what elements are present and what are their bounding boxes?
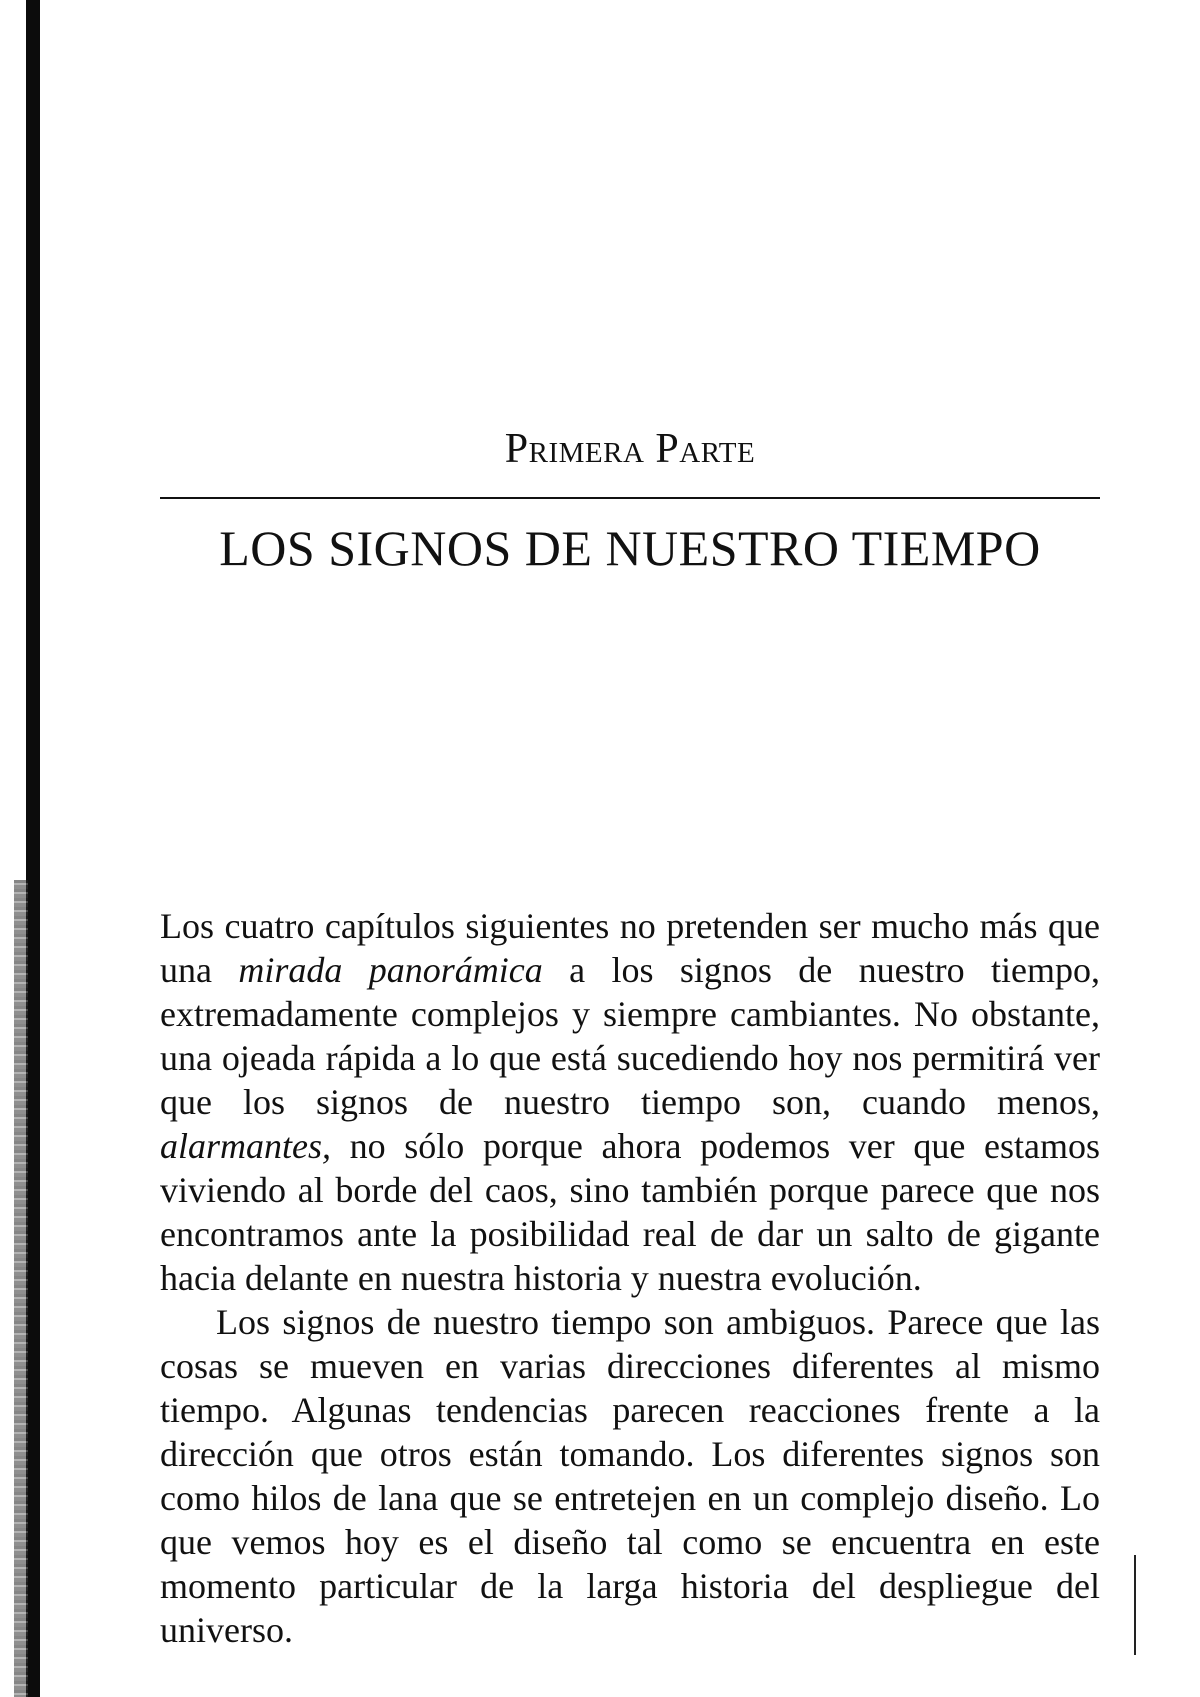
emphasis-text: mirada panorámica — [238, 950, 543, 990]
paragraph-text: Los signos de nuestro tiempo son ambiguos. Parece que las cosas se mueven en varias direcciones diferentes al mismo tiempo. Algunas tendencias parecen reacciones frente a la dirección que otros están tomando. Los diferentes signos son como hilos de lana que se entretejen en un complejo diseño. Lo que vemos hoy es el diseño tal como se encuentra en este momento particular de la larga historia del despliegue del universo. — [160, 1302, 1100, 1650]
margin-mark — [1134, 1555, 1136, 1655]
page-binding-shadow — [14, 880, 28, 1697]
paragraph-text: no sólo porque ahora podemos ver que estamos viviendo al borde del caos, sino también porque parece que nos encontramos ante la posibilidad real de dar un salto de gigante hacia delante en nuestra historia y nuestra evolución. — [160, 1126, 1100, 1298]
paragraph-text: a los signos de nuestro tiempo, extremadamente complejos y siempre cambiantes. No obstante, una ojeada rápida a lo que está sucediendo hoy nos permitirá ver que los signos de nuestro tiempo son, cuando menos, — [160, 950, 1101, 1122]
paragraph-text: Los cuatro capítulos siguientes no pretenden ser mucho más que una — [160, 906, 1100, 990]
emphasis-text: alarmantes, — [160, 1126, 331, 1166]
part-label: Primera Parte — [504, 426, 756, 472]
section-title: LOS SIGNOS DE NUESTRO TIEMPO — [219, 520, 1041, 576]
paragraph-2 — [160, 1300, 1100, 1652]
title-rule — [160, 497, 1100, 499]
body-text — [160, 904, 1100, 1652]
paragraph-1 — [160, 904, 1100, 1300]
page-binding-edge — [26, 0, 40, 1697]
